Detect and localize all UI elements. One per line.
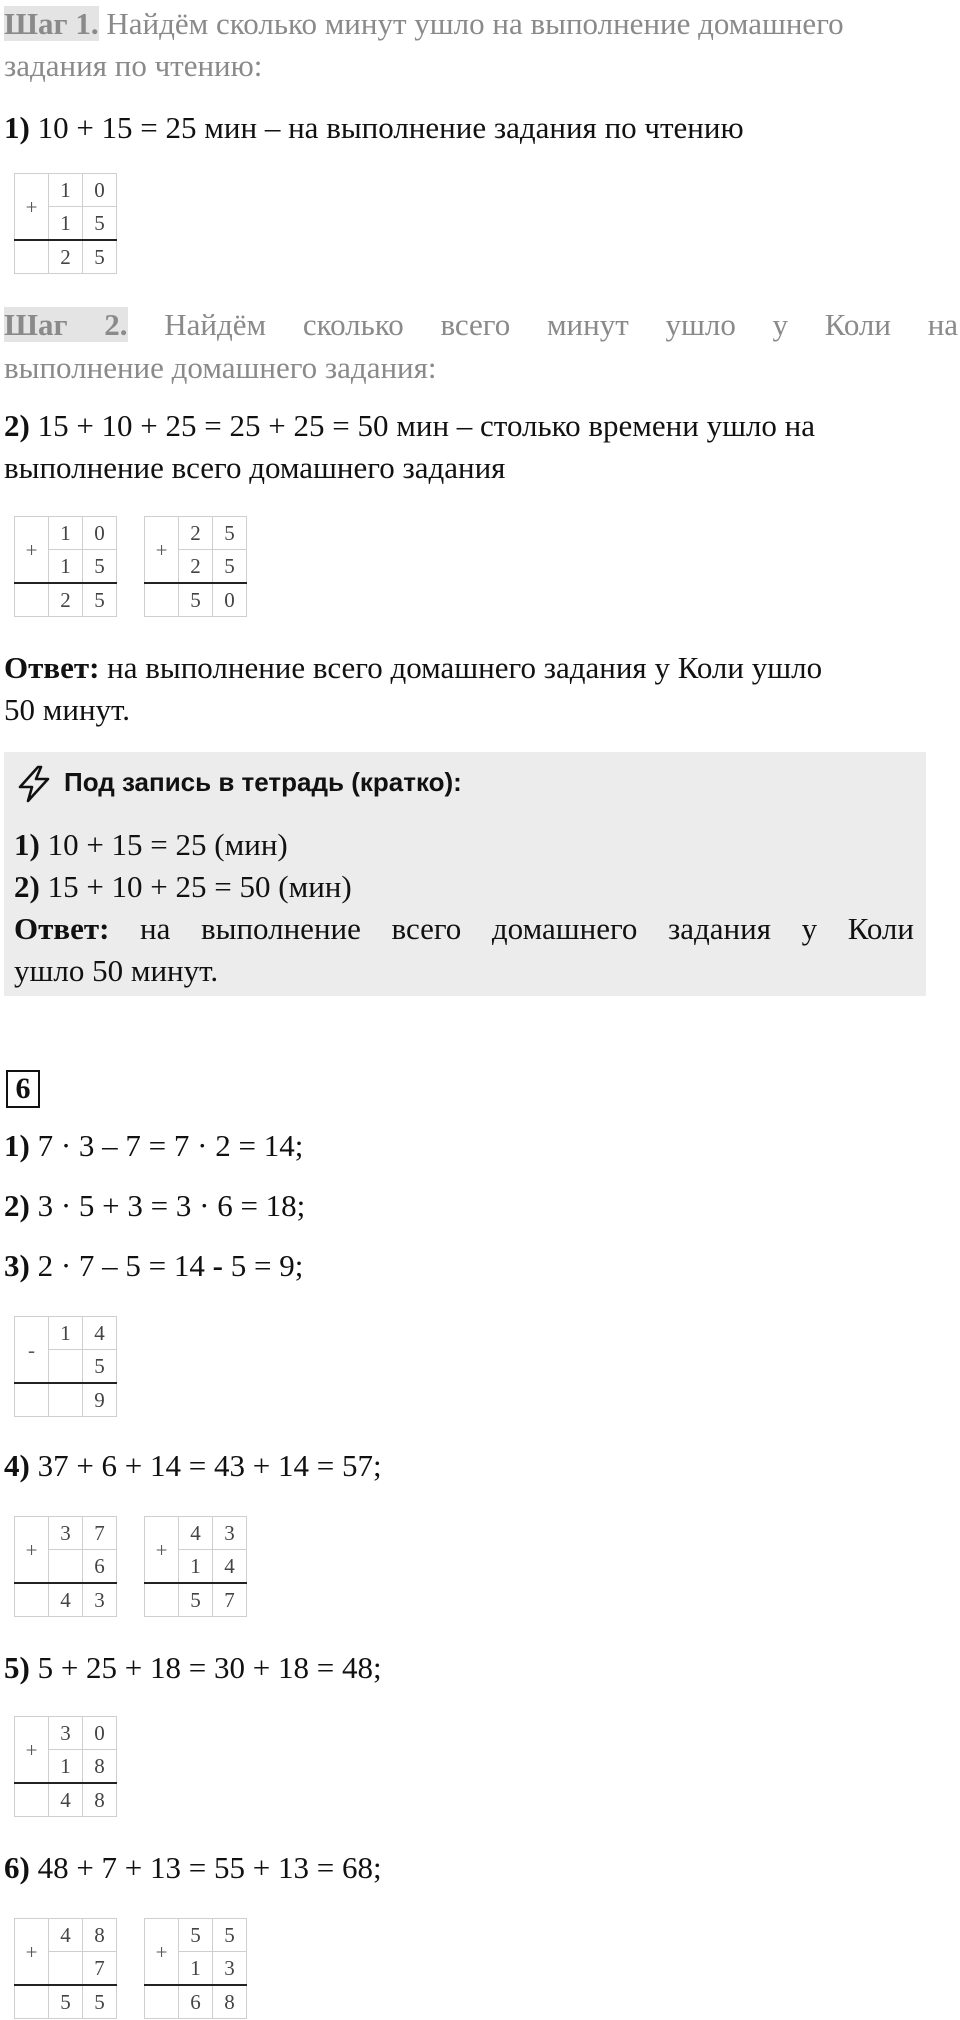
lightning-icon	[14, 764, 54, 804]
step2-label: Шаг 2.	[4, 307, 128, 342]
solution-line-2b: выполнение всего домашнего задания	[4, 450, 506, 485]
step1-line1: Шаг 1. Найдём сколько минут ушло на выполнение домашнего	[4, 6, 844, 41]
task6-item-6: 6) 48 + 7 + 13 = 55 + 13 = 68;	[4, 1850, 382, 1885]
column-calc-g: + 3 0 1 8 4 8	[14, 1716, 117, 1817]
summary-title: Под запись в тетрадь (кратко):	[64, 767, 462, 797]
notebook-summary-box	[4, 752, 926, 996]
task6-item-4: 4) 37 + 6 + 14 = 43 + 14 = 57;	[4, 1448, 382, 1483]
summary-line-2: 2) 15 + 10 + 25 = 50 (мин)	[14, 869, 352, 904]
task6-item-1: 1) 7 · 3 – 7 = 7 · 2 = 14;	[4, 1128, 304, 1163]
column-calc-e: + 3 7 6 4 3	[14, 1516, 117, 1617]
summary-answer-line2: ушло 50 минут.	[14, 953, 219, 988]
step2-line1: Шаг 2. Найдём сколько всего минут ушло у Коли на	[4, 307, 959, 342]
column-calc-i: + 5 5 1 3 6 8	[144, 1918, 247, 2019]
task-number-badge: 6	[6, 1070, 40, 1108]
summary-answer-line1: Ответ: на выполнение всего домашнего задания у Коли	[14, 911, 914, 946]
answer-line2: 50 минут.	[4, 692, 131, 727]
column-calc-f: + 4 3 1 4 5 7	[144, 1516, 247, 1617]
column-calc-d: - 1 4 5 9	[14, 1316, 117, 1417]
solution-line-1: 1) 10 + 15 = 25 мин – на выполнение задания по чтению	[4, 110, 744, 145]
step1-line2: задания по чтению:	[4, 48, 263, 83]
task6-item-5: 5) 5 + 25 + 18 = 30 + 18 = 48;	[4, 1650, 382, 1685]
summary-line-1: 1) 10 + 15 = 25 (мин)	[14, 827, 288, 862]
step2-line2: выполнение домашнего задания:	[4, 350, 437, 385]
column-calc-h: + 4 8 7 5 5	[14, 1918, 117, 2019]
answer-line1: Ответ: на выполнение всего домашнего задания у Коли ушло	[4, 650, 823, 685]
column-calc-b: + 1 0 1 5 2 5	[14, 516, 117, 617]
solution-line-2a: 2) 15 + 10 + 25 = 25 + 25 = 50 мин – столько времени ушло на	[4, 408, 816, 443]
answer-label: Ответ:	[4, 650, 100, 685]
task6-item-2: 2) 3 · 5 + 3 = 3 · 6 = 18;	[4, 1188, 306, 1223]
column-calc-a: + 1 0 1 5 2 5	[14, 173, 117, 274]
step1-label: Шаг 1.	[4, 6, 99, 41]
column-calc-c: + 2 5 2 5 5 0	[144, 516, 247, 617]
task6-item-3: 3) 2 · 7 – 5 = 14 - 5 = 9;	[4, 1248, 304, 1283]
